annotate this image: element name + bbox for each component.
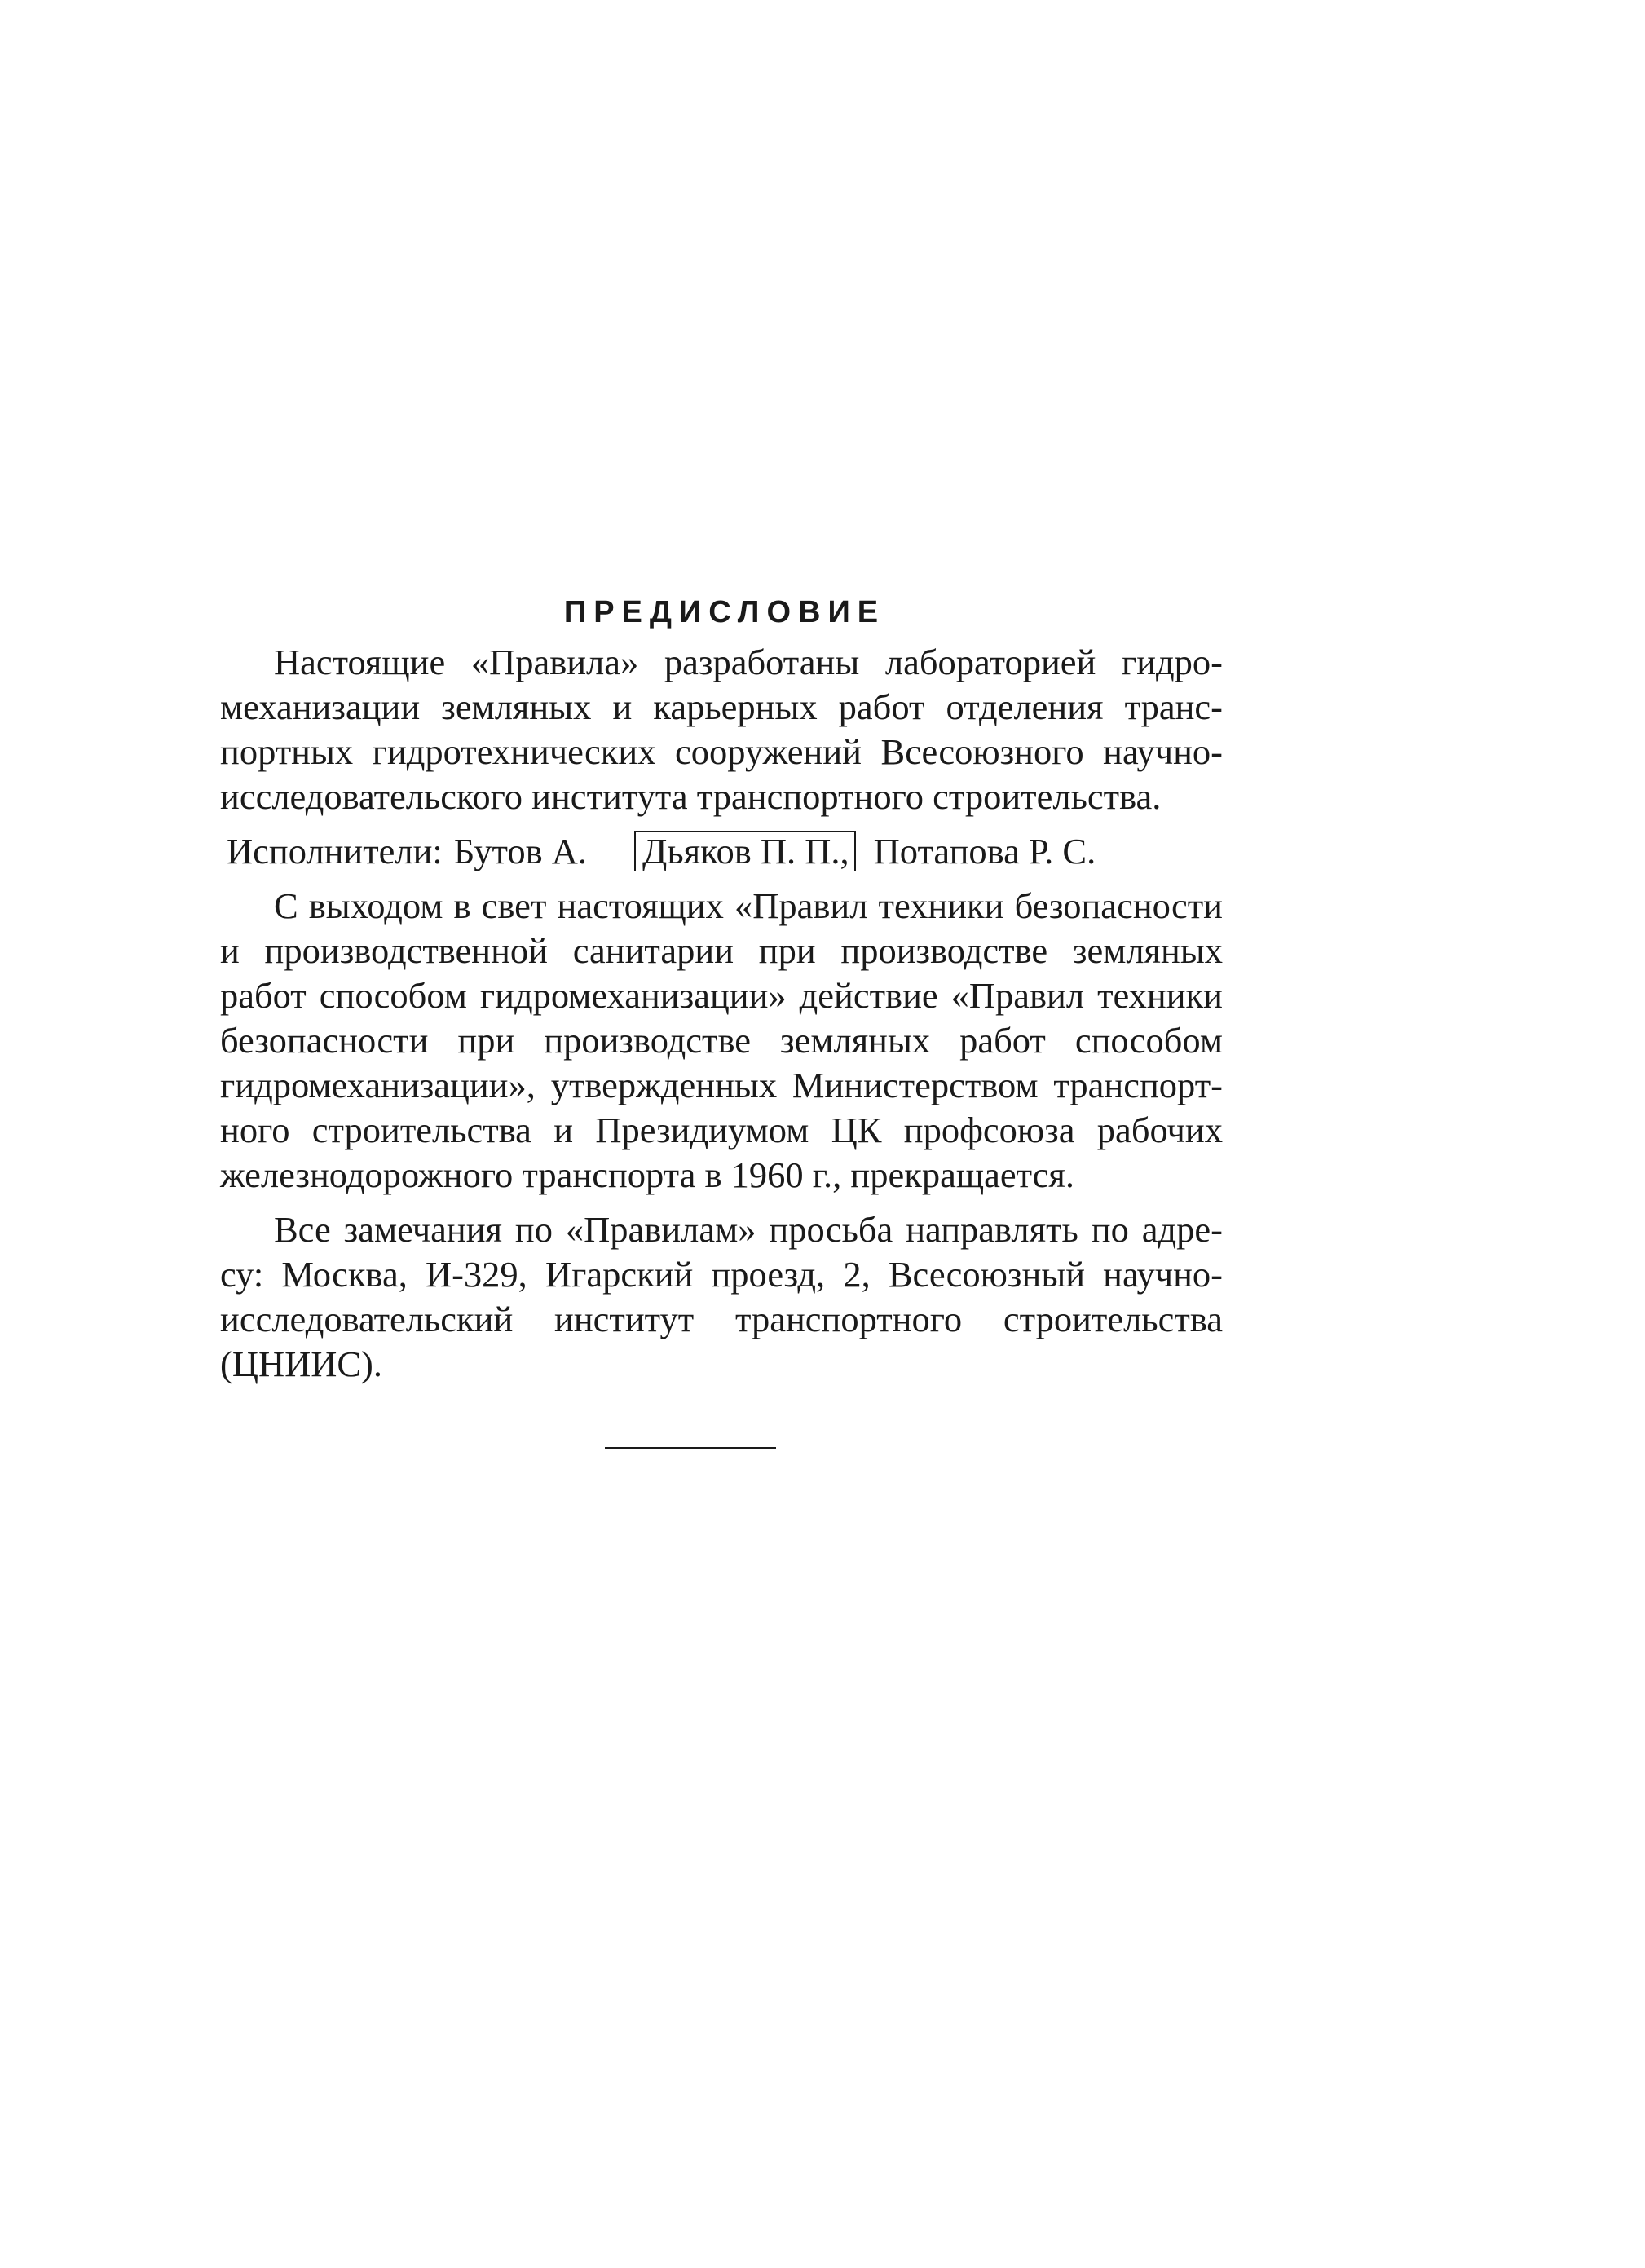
preface-paragraph-supersedes: С выходом в свет настоящих «Правил техники безопасности и производственной санитарии при производстве земляных работ способом гидромеханизации» действие «Правил техники безопасности при производстве земляных работ способом гидромеханизации», утвержденных Министерством транспортного строительства и Президиумом ЦК профсоюза рабочих железнодорожного транспорта в 1960 г., прекращается. (220, 885, 1223, 1195)
authors-label: Исполнители: (227, 831, 443, 871)
author-butov: Бутов А. (453, 831, 587, 871)
authors-line (220, 829, 1223, 874)
preface-heading: ПРЕДИСЛОВИЕ (563, 595, 886, 629)
preface-paragraph-origin: Настоящие «Правила» разработаны лабораторией гидромеханизации земляных и карьерных работ отделения транспортных гидротехнических сооружений Всесоюзного научно-исследовательского института транспортного строительства. (220, 642, 1223, 817)
preface-paragraph-address: Все замечания по «Правилам» просьба направлять по адресу: Москва, И-329, Игарский проезд, 2, Всесоюзный научно-исследовательский институт транспортного строительства (ЦНИИС). (220, 1209, 1223, 1384)
author-potapova: Потапова Р. С. (873, 831, 1096, 871)
preface-block (220, 595, 1223, 1397)
author-dyakov-boxed: Дьяков П. П., (634, 831, 856, 871)
end-rule-divider (605, 1447, 776, 1449)
